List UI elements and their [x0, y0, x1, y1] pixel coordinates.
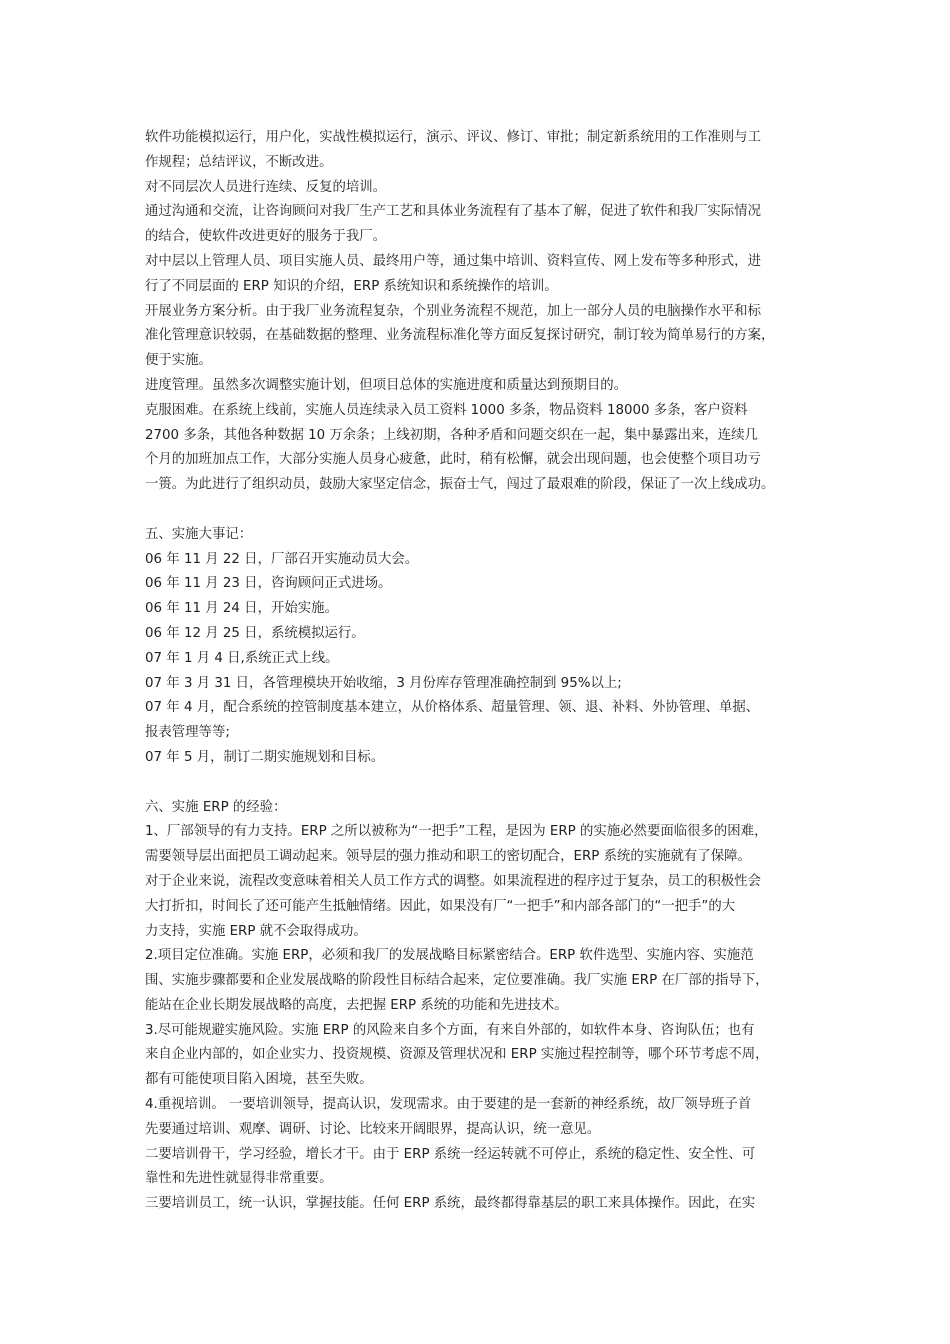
text-line: 大打折扣，时间长了还可能产生抵触情绪。因此，如果没有厂“一把手”和内部各部门的“一把手”的大	[145, 898, 736, 914]
text-line: 便于实施。	[145, 353, 212, 369]
text-line: 围、实施步骤都要和企业发展战略的阶段性目标结合起来，定位要准确。我厂实施 ERP 在厂部的指导下，	[145, 973, 769, 989]
text-line: 对于企业来说，流程改变意味着相关人员工作方式的调整。如果流程进的程序过于复杂，员工的积极性会	[145, 873, 761, 889]
text-line: 行了不同层面的 ERP 知识的介绍，ERP 系统知识和系统操作的培训。	[145, 278, 558, 294]
text-line: 07 年 3 月 31 日，各管理模块开始收缩，3 月份库存管理准确控制到 95%以上;	[145, 675, 622, 691]
text-line: 先要通过培训、观摩、调研、讨论、比较来开阔眼界，提高认识，统一意见。	[145, 1121, 601, 1137]
text-line: 4.重视培训。 一要培训领导，提高认识，发现需求。由于要建的是一套新的神经系统，故厂领导班子首	[145, 1097, 752, 1113]
text-line: 五、实施大事记：	[145, 526, 253, 542]
text-line: 软件功能模拟运行，用户化，实战性模拟运行，演示、评议、修订、审批；制定新系统用的工作准则与工	[145, 130, 761, 145]
text-line: 对不同层次人员进行连续、反复的培训。	[145, 179, 387, 195]
blank-line	[145, 498, 813, 523]
text-line: 克服困难。在系统上线前，实施人员连续录入员工资料 1000 多条，物品资料 18000 多条，客户资料	[145, 402, 748, 418]
text-line: 3.尽可能规避实施风险。实施 ERP 的风险来自多个方面，有来自外部的，如软件本身、咨询队伍；也有	[145, 1022, 755, 1038]
text-line: 二要培训骨干，学习经验，增长才干。由于 ERP 系统一经运转就不可停止，系统的稳定性、安全性、可	[145, 1146, 756, 1162]
text-line: 报表管理等等;	[145, 725, 230, 741]
text-line: 对中层以上管理人员、项目实施人员、最终用户等，通过集中培训、资料宣传、网上发布等多种形式，进	[145, 253, 761, 269]
text-line: 力支持，实施 ERP 就不会取得成功。	[145, 923, 367, 939]
text-line: 一篑。为此进行了组织动员，鼓励大家坚定信念，振奋士气，闯过了最艰难的阶段，保证了一次上线成功。	[145, 477, 775, 493]
text-line: 06 年 11 月 22 日，厂部召开实施动员大会。	[145, 551, 419, 567]
text-line: 作规程；总结评议，不断改进。	[145, 154, 333, 170]
text-line: 2700 多条，其他各种数据 10 万余条；上线初期，各种矛盾和问题交织在一起，集中暴露出来，连续几	[145, 427, 758, 443]
text-line: 的结合，使软件改进更好的服务于我厂。	[145, 229, 387, 245]
text-line: 07 年 1 月 4 日,系统正式上线。	[145, 650, 339, 666]
text-line: 2.项目定位准确。实施 ERP，必须和我厂的发展战略目标紧密结合。ERP 软件选型、实施内容、实施范	[145, 948, 754, 964]
text-line: 三要培训员工，统一认识，掌握技能。任何 ERP 系统，最终都得靠基层的职工来具体操作。因此，在实	[145, 1196, 756, 1212]
text-line: 07 年 4 月，配合系统的控管制度基本建立，从价格体系、超量管理、领、退、补料、外协管理、单据、	[145, 700, 760, 716]
text-line: 进度管理。虽然多次调整实施计划，但项目总体的实施进度和质量达到预期目的。	[145, 377, 628, 393]
text-line: 六、实施 ERP 的经验：	[145, 799, 287, 815]
text-line: 需要领导层出面把员工调动起来。领导层的强力推动和职工的密切配合，ERP 系统的实施就有了保障。	[145, 849, 751, 865]
text-line: 个月的加班加点工作，大部分实施人员身心疲惫，此时，稍有松懈，就会出现问题，也会使整个项目功亏	[145, 452, 761, 468]
text-line: 靠性和先进性就显得非常重要。	[145, 1171, 333, 1187]
text-line: 1、厂部领导的有力支持。ERP 之所以被称为“一把手”工程，是因为 ERP 的实施必然要面临很多的困难，	[145, 824, 768, 840]
text-line: 通过沟通和交流，让咨询顾问对我厂生产工艺和具体业务流程有了基本了解，促进了软件和我厂实际情况	[145, 204, 761, 220]
text-line: 06 年 11 月 23 日，咨询顾问正式进场。	[145, 576, 392, 592]
document-body	[145, 126, 813, 1217]
text-line: 准化管理意识较弱，在基础数据的整理、业务流程标准化等方面反复探讨研究，制订较为简单易行的方案，	[145, 328, 775, 344]
text-line: 开展业务方案分析。由于我厂业务流程复杂，个别业务流程不规范，加上一部分人员的电脑操作水平和标	[145, 303, 761, 319]
blank-line	[145, 771, 813, 796]
text-line: 能站在企业长期发展战略的高度，去把握 ERP 系统的功能和先进技术。	[145, 997, 568, 1013]
text-line: 06 年 11 月 24 日，开始实施。	[145, 601, 338, 617]
text-line: 都有可能使项目陷入困境，甚至失败。	[145, 1072, 373, 1088]
text-line: 07 年 5 月，制订二期实施规划和目标。	[145, 749, 385, 765]
text-line: 来自企业内部的，如企业实力、投资规模、资源及管理状况和 ERP 实施过程控制等，哪个环节考虑不周，	[145, 1047, 769, 1063]
text-line: 06 年 12 月 25 日，系统模拟运行。	[145, 625, 365, 641]
